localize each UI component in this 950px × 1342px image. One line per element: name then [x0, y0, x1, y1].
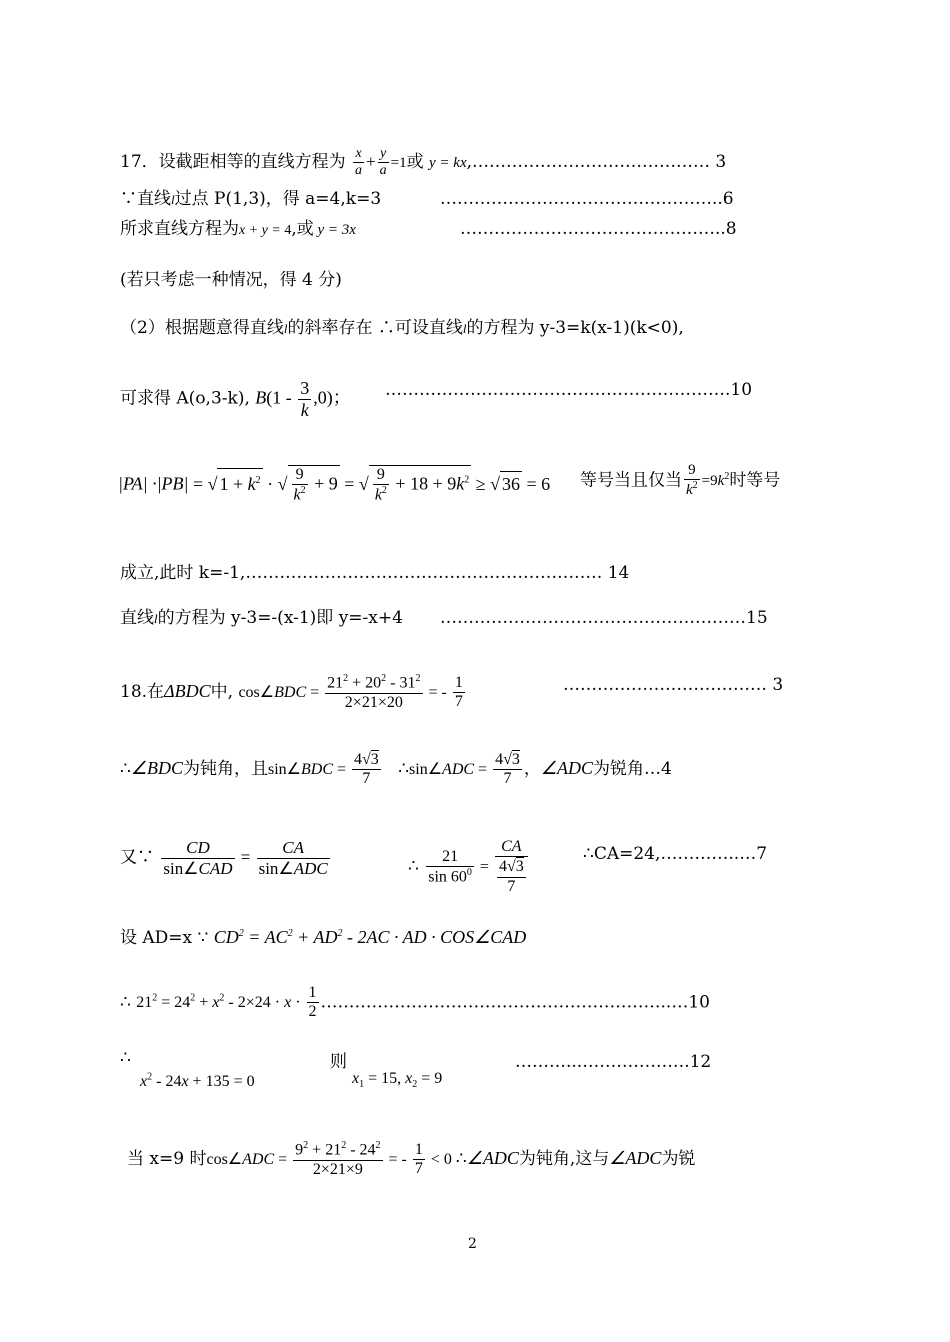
- frac-y-over-a: $\frac{y}{a}$: [379, 146, 387, 179]
- scoring-note: (若只考虑一种情况，得 4 分): [120, 270, 342, 290]
- q18-line7: 当 x=9 时cos∠ADC = $\frac{9^2 + 21^2 - 24^2}{2\times 21\times 9}$ = - $\frac{1}{7}$ < 0 ∴∠ADC为钝角,这与∠ADC为锐: [127, 1140, 696, 1178]
- frac-x-over-a: $\frac{x}{a}$: [355, 146, 363, 179]
- roots: $x_1 = 15$, $x_2 = 9$: [352, 1070, 443, 1091]
- score-q18-10: ……………………………………………………..…10: [320, 992, 710, 1013]
- q17-line2: ∵直线l过点 P(1,3)，得 a=4,k=3: [120, 189, 382, 209]
- score-14: 成立,此时 k=-1,……………………………………………………… 14: [120, 563, 630, 583]
- q18-line3: 又∵ $\frac{CD}{\text{sin∠CAD}}$ = $\frac{CA}{\text{sin∠ADC}}$: [120, 838, 328, 878]
- score-q18-7: ∴CA=24,…………..…7: [583, 844, 768, 864]
- quadratic-eq: $x^2 - 24x + 135 = 0$: [140, 1072, 255, 1091]
- eq-y-kx: y = kx: [429, 155, 467, 172]
- score-3: ,…………………………………… 3: [466, 152, 727, 173]
- q18-cosine-law: 设 AD=x ∵ $CD^2 = AC^2 + AD^2 - 2AC$ · AD · COS∠CAD: [120, 927, 527, 948]
- score-8: ………………………………………..8: [460, 219, 737, 239]
- q17-line3: 所求直线方程为x + y = 4,或 y = 3x: [120, 219, 356, 239]
- q18-line6-a: ∴: [120, 1048, 131, 1068]
- q17-part2: （2）根据题意得直线l的斜率存在 ∴可设直线l的方程为 y-3=k(x-1)(k<0),: [120, 318, 684, 338]
- q18-line2: ∴∠BDC为钝角，且sin∠BDC = $\frac{4√3}{7}$ ∴sin∠ADC = $\frac{4√3}{7}$ ，∠ADC为锐角…4: [120, 751, 672, 788]
- score-q18-3: ……………………………… 3: [563, 675, 784, 695]
- pa-pb-inequality: |PA| ·|PB| = √ $1 + k^2$ · √ $\frac{9}{k^2}$ + 9 = √ $\frac{9}{k^2}$ + $18 + 9k^2$ ≥ √ 36 = 6: [118, 466, 551, 504]
- q17-intro: 17．设截距相等的直线方程为: [120, 152, 346, 173]
- score-10: …………………………………………………….10: [385, 380, 753, 400]
- score-15: ………………………………………………15: [440, 608, 768, 628]
- q18-line5: ∴ $21^2 = 24^2 + x^2 - 2\times 24 \cdot x$ · $\frac{1}{2}$ ……………………………………………………..…10: [120, 984, 710, 1021]
- score-6: …………………………………………..6: [440, 189, 734, 209]
- q17-points: 可求得 A(o,3-k), B(1 - $\frac{3}{k}$ ,0)；: [120, 378, 351, 420]
- equality-condition: 等号当且仅当 $\frac{9}{k^2}$ $=9k^2$时等号: [580, 462, 781, 499]
- q17-line1: 17．设截距相等的直线方程为 $\frac{x}{a}$ + $\frac{y}{a}$ =1或 y = kx,…………………………………… 3: [120, 146, 727, 179]
- score-q18-12: ………...……………….12: [515, 1052, 712, 1072]
- q18-line1: 18.在ΔBDC中, cos∠BDC = $\frac{21^2 + 20^2 - 31^2}{2\times 21\times 20}$ = - $\frac{1}{7}$: [120, 673, 463, 711]
- page-number: 2: [468, 1236, 477, 1252]
- q18-line3b: ∴ $\frac{21}{\sin 60^0}$ = $\frac{CA}{\frac{4√3}{7}}$: [408, 838, 530, 896]
- q17-final-line: 直线l的方程为 y-3=-(x-1)即 y=-x+4: [120, 608, 403, 628]
